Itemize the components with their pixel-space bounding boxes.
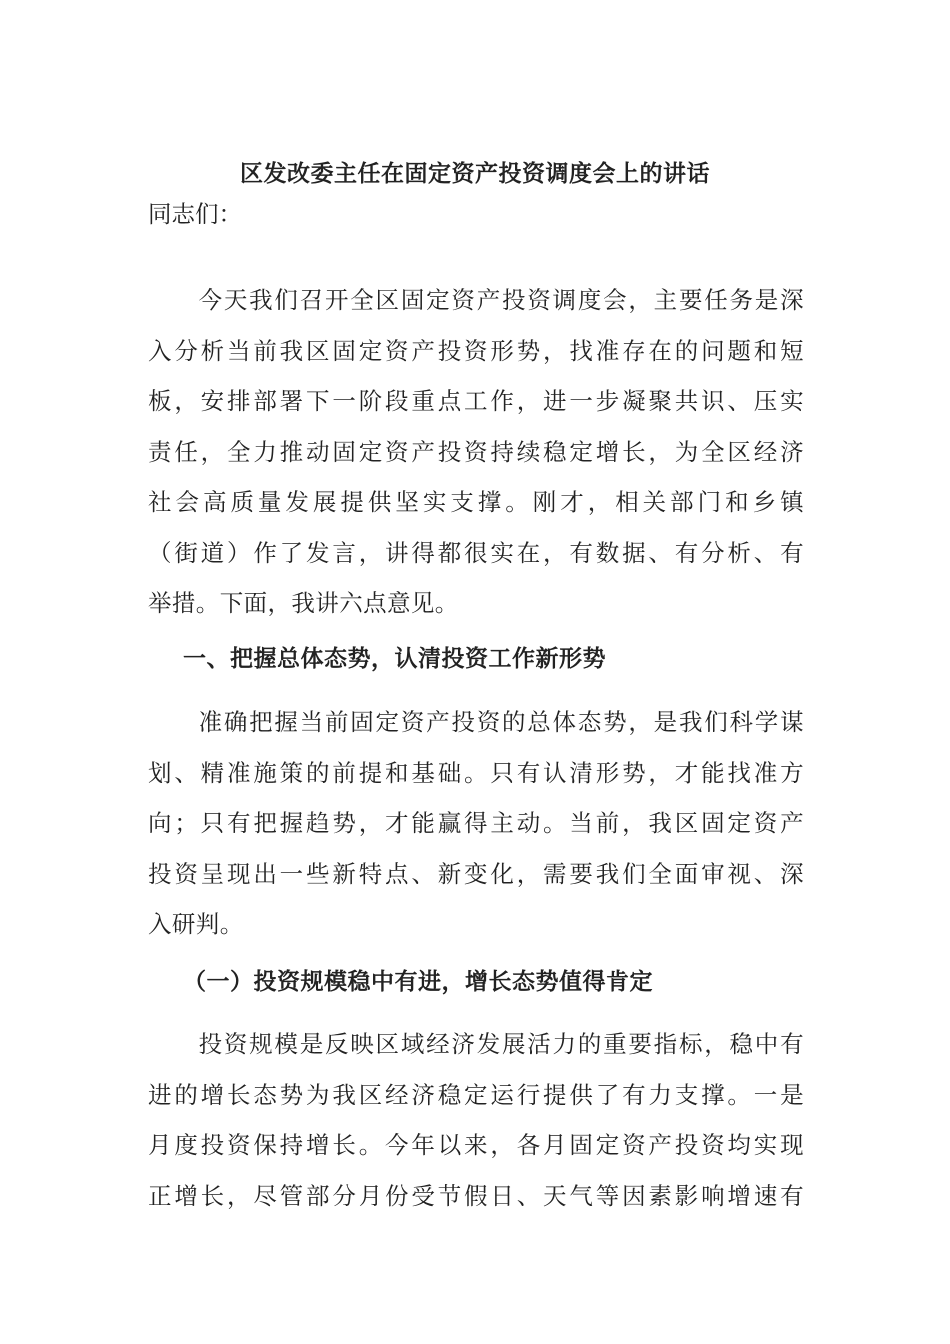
- paragraph-situation: [148, 697, 804, 950]
- paragraph-line: 今天我们召开全区固定资产投资调度会，主要任务是深: [148, 286, 804, 314]
- paragraph-line: 准确把握当前固定资产投资的总体态势，是我们科学谋: [148, 708, 804, 736]
- paragraph-line: 正增长，尽管部分月份受节假日、天气等因素影响增速有: [148, 1181, 804, 1210]
- paragraph-line: 入分析当前我区固定资产投资形势，找准存在的问题和短: [148, 336, 804, 365]
- paragraph-intro: [148, 275, 804, 629]
- paragraph-line: 板，安排部署下一阶段重点工作，进一步凝聚共识、压实: [148, 387, 804, 415]
- paragraph-line: （街道）作了发言，讲得都很实在，有数据、有分析、有: [148, 538, 804, 567]
- paragraph-line: 月度投资保持增长。今年以来，各月固定资产投资均实现: [148, 1131, 804, 1159]
- document-title: 区发改委主任在固定资产投资调度会上的讲话: [240, 160, 710, 187]
- paragraph-line: 投资规模是反映区域经济发展活力的重要指标，稳中有: [148, 1030, 804, 1058]
- paragraph-line: 举措。下面，我讲六点意见。: [148, 589, 459, 617]
- paragraph-line: 入研判。: [148, 910, 244, 938]
- paragraph-line: 进的增长态势为我区经济稳定运行提供了有力支撑。一是: [148, 1080, 804, 1109]
- paragraph-line: 社会高质量发展提供坚实支撑。刚才，相关部门和乡镇: [148, 488, 804, 516]
- paragraph-line: 责任，全力推动固定资产投资持续稳定增长，为全区经济: [148, 437, 804, 466]
- salutation: 同志们：: [148, 200, 242, 228]
- paragraph-line: 划、精准施策的前提和基础。只有认清形势，才能找准方: [148, 758, 804, 787]
- paragraph-line: 向；只有把握趋势，才能赢得主动。当前，我区固定资产: [148, 809, 804, 837]
- paragraph-scale: [148, 1019, 804, 1221]
- section-heading-2: （一）投资规模稳中有进，增长态势值得肯定: [183, 968, 653, 995]
- paragraph-line: 投资呈现出一些新特点、新变化，需要我们全面审视、深: [148, 859, 804, 888]
- section-heading-1: 一、把握总体态势，认清投资工作新形势: [183, 645, 606, 672]
